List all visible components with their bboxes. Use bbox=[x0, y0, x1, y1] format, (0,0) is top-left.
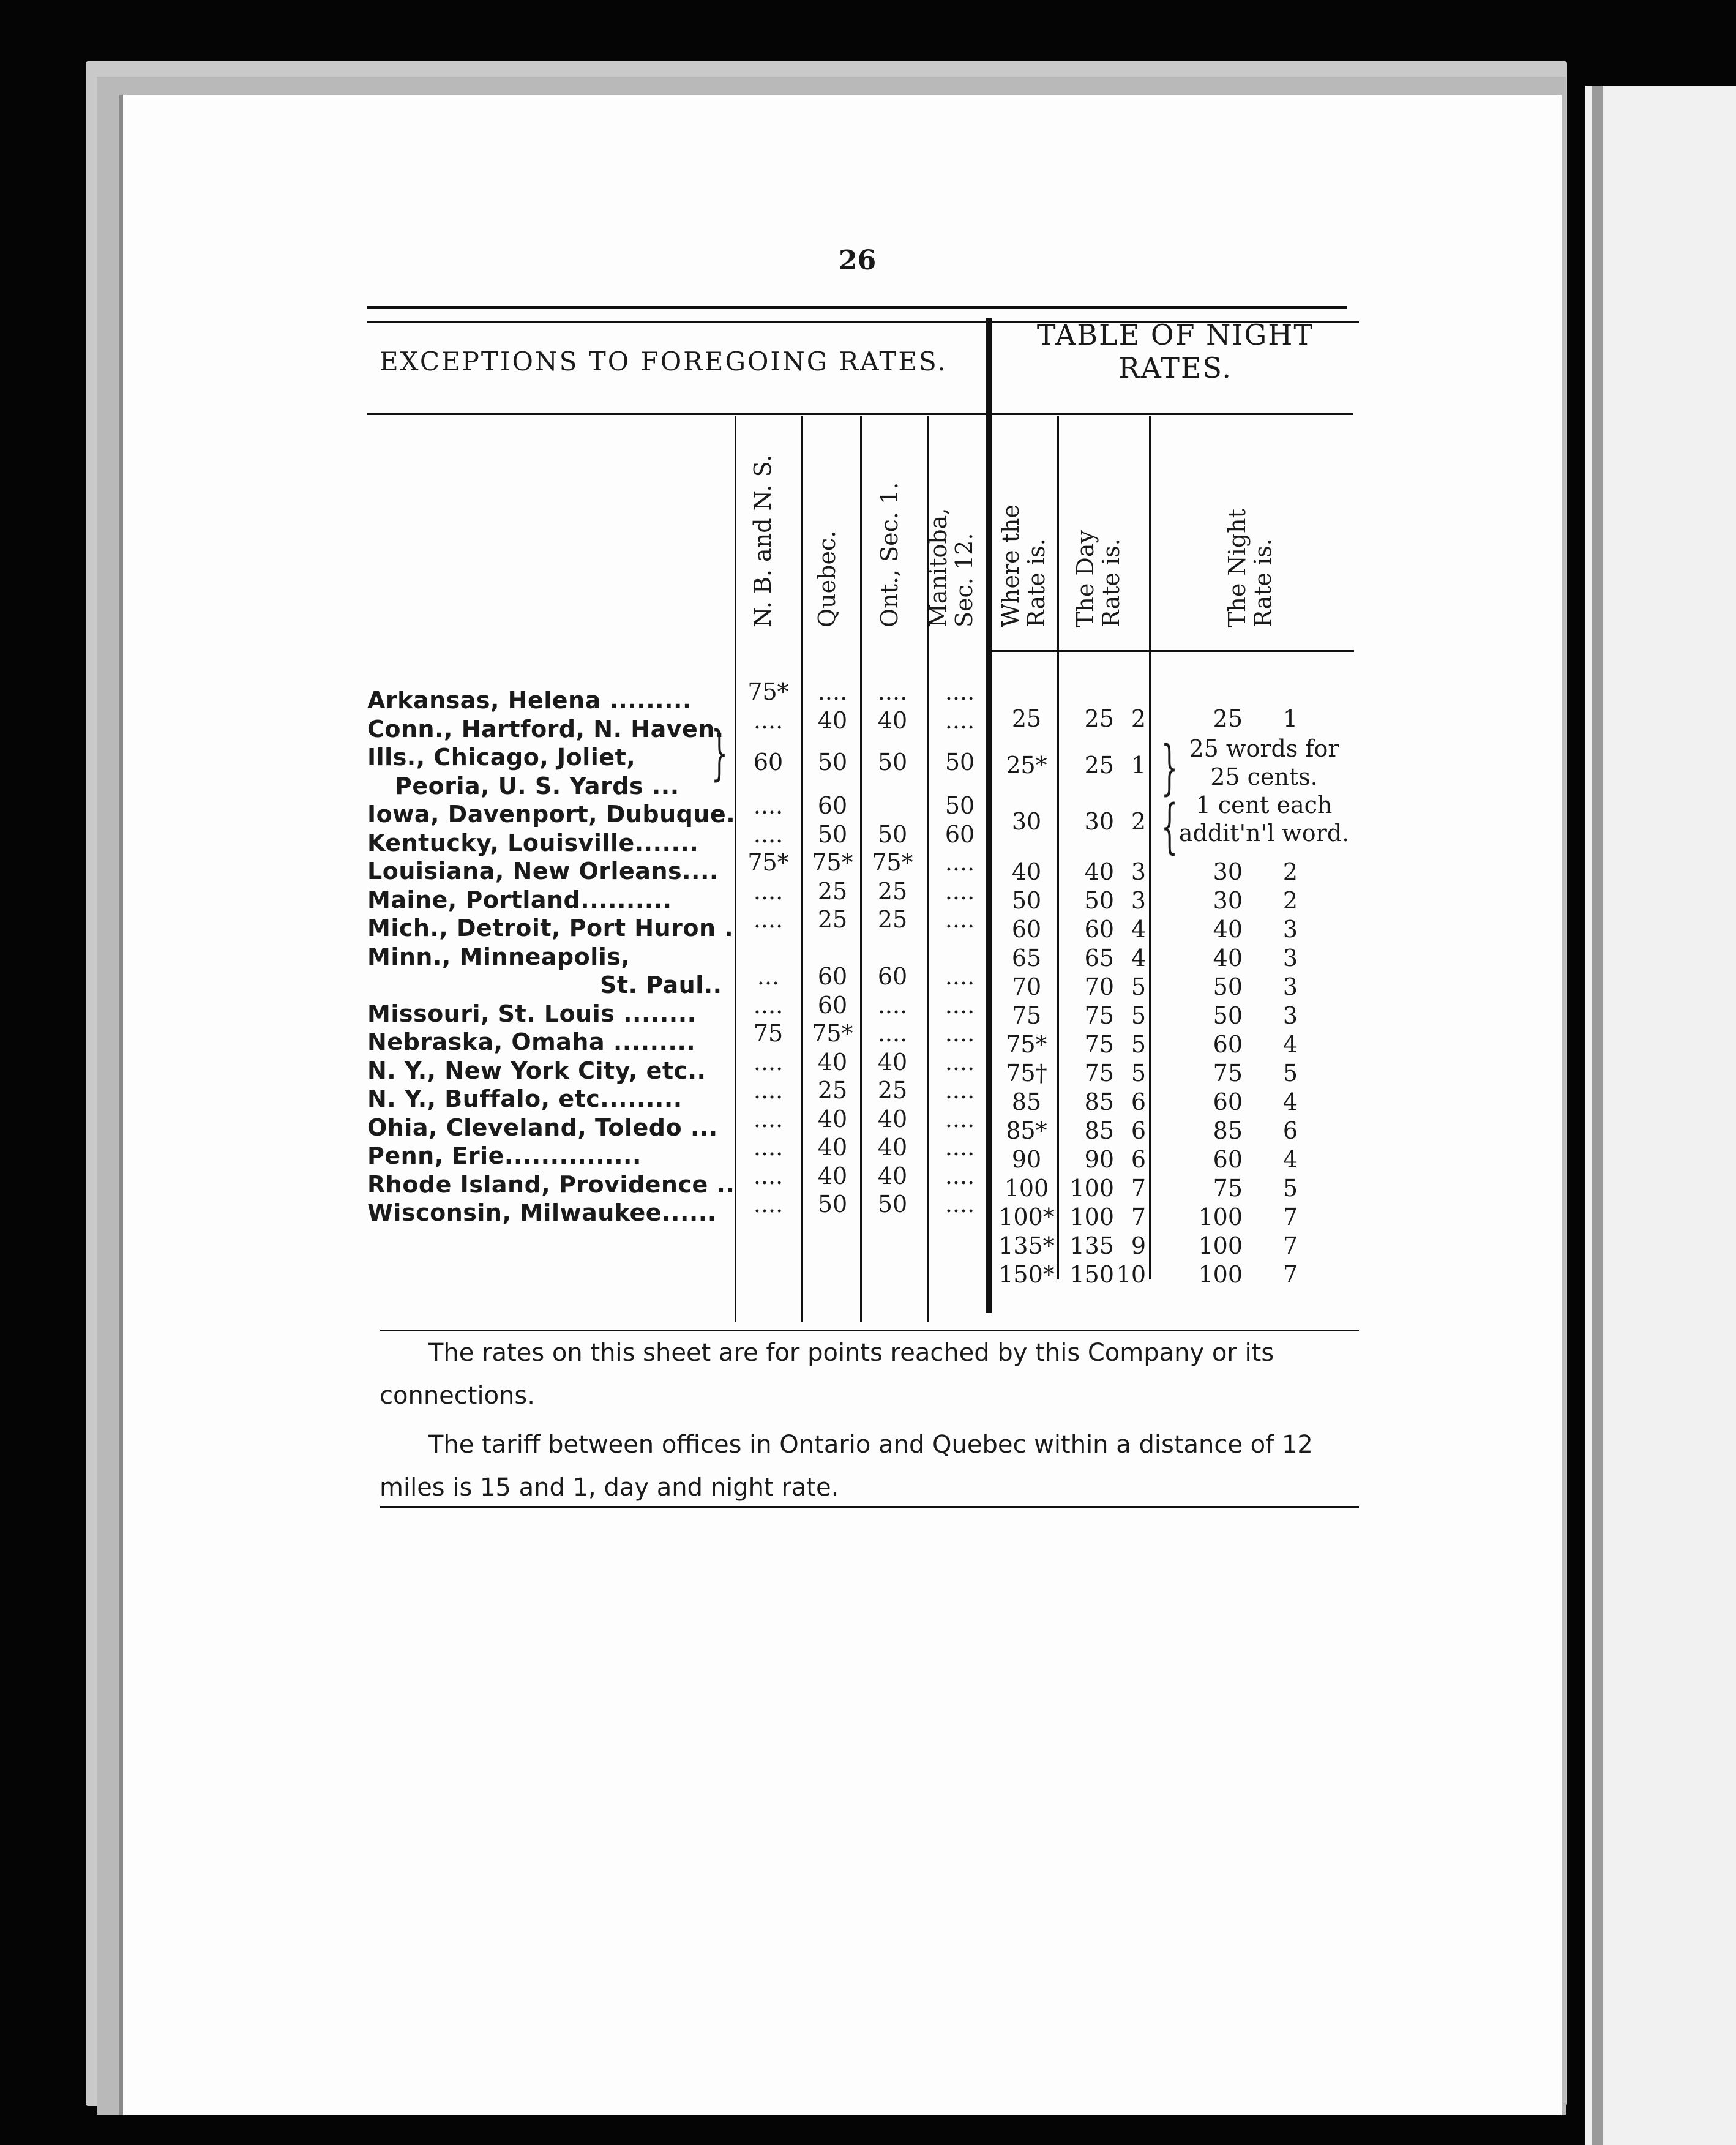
place-name: Missouri, St. Louis ........ bbox=[367, 1000, 697, 1027]
night-rate-cell: 60 bbox=[1213, 1031, 1243, 1058]
night-rate-cell: 75 bbox=[1213, 1175, 1243, 1202]
exception-nb-cell: ... bbox=[757, 963, 780, 990]
exception-ont-cell: .... bbox=[877, 991, 908, 1019]
day-rate-cell: 75 bbox=[1084, 1060, 1114, 1087]
exception-ont-cell: 40 bbox=[877, 1105, 908, 1132]
where-rate-cell: 25 bbox=[1011, 705, 1042, 732]
header-night bbox=[1224, 419, 1276, 627]
day-extra-cell: 4 bbox=[1131, 945, 1146, 971]
night-rate-cell: 100 bbox=[1198, 1232, 1243, 1259]
exception-qc-cell: 25 bbox=[817, 1077, 848, 1104]
day-extra-cell: 10 bbox=[1116, 1261, 1146, 1288]
night-extra-cell: 3 bbox=[1282, 916, 1298, 943]
day-rate-cell: 85 bbox=[1084, 1088, 1114, 1115]
facing-page bbox=[1585, 86, 1736, 2145]
exception-nb-cell: .... bbox=[753, 906, 784, 933]
top-rule bbox=[367, 306, 1347, 309]
where-rate-cell: 75* bbox=[1006, 1031, 1047, 1058]
header-night-b: Rate is. bbox=[1249, 538, 1276, 627]
exception-man-cell: 50 bbox=[945, 792, 975, 819]
exception-qc-cell: 25 bbox=[817, 877, 848, 905]
exception-nb-cell: .... bbox=[753, 820, 784, 848]
exception-ont-cell: 40 bbox=[877, 1162, 908, 1189]
exception-ont-cell: 75* bbox=[872, 849, 913, 876]
night-extra-cell: 5 bbox=[1282, 1175, 1298, 1202]
exception-nb-cell: .... bbox=[753, 1134, 784, 1161]
night-rate-cell: 60 bbox=[1213, 1088, 1243, 1115]
night-extra-cell: 3 bbox=[1282, 1002, 1298, 1029]
day-rate-cell: 70 bbox=[1084, 973, 1114, 1000]
where-rate-cell: 70 bbox=[1011, 973, 1042, 1000]
place-name: Penn, Erie............... bbox=[367, 1142, 642, 1169]
exception-man-cell: .... bbox=[945, 1077, 975, 1104]
place-name: N. Y., New York City, etc.. bbox=[367, 1057, 706, 1084]
page-number: 26 bbox=[839, 245, 877, 276]
place-name: Mich., Detroit, Port Huron . bbox=[367, 915, 734, 941]
place-name: Kentucky, Louisville....... bbox=[367, 829, 699, 856]
exception-nb-cell: .... bbox=[753, 1191, 784, 1218]
day-extra-cell: 5 bbox=[1131, 1002, 1146, 1029]
title-rule bbox=[367, 413, 1353, 415]
place-name: Conn., Hartford, N. Haven. bbox=[367, 715, 724, 743]
exception-nb-cell: .... bbox=[753, 1105, 784, 1132]
day-rate-cell: 50 bbox=[1084, 887, 1114, 914]
header-where bbox=[998, 419, 1049, 627]
exception-man-cell: .... bbox=[945, 1020, 975, 1047]
where-rate-cell: 135* bbox=[998, 1232, 1055, 1259]
place-name: Nebraska, Omaha ......... bbox=[367, 1028, 696, 1055]
place-name: Wisconsin, Milwaukee...... bbox=[367, 1199, 717, 1226]
exception-qc-cell: 50 bbox=[817, 749, 848, 776]
where-rate-cell: 25* bbox=[1006, 752, 1047, 779]
day-rate-cell: 25 bbox=[1084, 752, 1114, 779]
day-extra-cell: 4 bbox=[1131, 916, 1146, 943]
exception-qc-cell: 40 bbox=[817, 706, 848, 734]
exception-nb-cell: .... bbox=[753, 991, 784, 1019]
day-rate-cell: 90 bbox=[1084, 1146, 1114, 1173]
exception-ont-cell: 25 bbox=[877, 906, 908, 933]
night-rate-cell: 75 bbox=[1213, 1060, 1243, 1087]
exception-nb-cell: 60 bbox=[753, 749, 784, 776]
night-rate-cell: 60 bbox=[1213, 1146, 1243, 1173]
exception-nb-cell: .... bbox=[753, 1077, 784, 1104]
header-night-a: The Night bbox=[1224, 509, 1251, 627]
day-rate-cell: 100 bbox=[1069, 1175, 1114, 1202]
header-quebec: Quebec. bbox=[814, 530, 840, 627]
exception-qc-cell: 40 bbox=[817, 1162, 848, 1189]
night-extra-cell: 5 bbox=[1282, 1060, 1298, 1087]
exception-qc-cell: 60 bbox=[817, 991, 848, 1019]
exception-man-cell: .... bbox=[945, 1191, 975, 1218]
where-rate-cell: 90 bbox=[1011, 1146, 1042, 1173]
exception-qc-cell: 60 bbox=[817, 792, 848, 819]
note-brace-lower: { bbox=[1161, 792, 1178, 861]
facing-page-edge bbox=[1592, 86, 1603, 2145]
exception-qc-cell: 50 bbox=[817, 820, 848, 848]
day-extra-cell: 5 bbox=[1131, 973, 1146, 1000]
night-extra-cell: 4 bbox=[1282, 1088, 1298, 1115]
day-extra-cell: 2 bbox=[1131, 705, 1146, 732]
day-rate-cell: 135 bbox=[1069, 1232, 1114, 1259]
exception-qc-cell: 25 bbox=[817, 906, 848, 933]
night-extra-cell: 3 bbox=[1282, 945, 1298, 971]
place-name: Peoria, U. S. Yards ... bbox=[395, 772, 679, 799]
header-manitoba-b: Sec. 12. bbox=[951, 533, 978, 627]
night-extra-cell: 4 bbox=[1282, 1146, 1298, 1173]
header-manitoba-a: Manitoba, bbox=[925, 507, 952, 627]
exception-qc-cell: .... bbox=[817, 678, 848, 705]
day-extra-cell: 6 bbox=[1131, 1146, 1146, 1173]
exception-man-cell: .... bbox=[945, 1048, 975, 1076]
exception-man-cell: .... bbox=[945, 963, 975, 990]
exception-man-cell: .... bbox=[945, 1162, 975, 1189]
exception-ont-cell: 40 bbox=[877, 1048, 908, 1076]
footer-paragraph-2: The tariff between offices in Ontario and Quebec within a distance of 12 miles is 15 and 1, day and night rate. bbox=[380, 1431, 1313, 1502]
where-rate-cell: 100* bbox=[998, 1204, 1055, 1230]
night-note-line3: 1 cent each bbox=[1195, 792, 1333, 818]
place-name: Iowa, Davenport, Dubuque. bbox=[367, 801, 736, 828]
header-rule bbox=[989, 650, 1354, 652]
exception-ont-cell: .... bbox=[877, 1020, 908, 1047]
exception-man-cell: .... bbox=[945, 1105, 975, 1132]
footer-bottom-rule bbox=[380, 1506, 1359, 1508]
night-note-line1: 25 words for bbox=[1189, 735, 1339, 762]
day-extra-cell: 5 bbox=[1131, 1031, 1146, 1058]
place-name: Minn., Minneapolis, bbox=[367, 943, 630, 970]
exception-qc-cell: 40 bbox=[817, 1048, 848, 1076]
day-extra-cell: 6 bbox=[1131, 1117, 1146, 1144]
exception-ont-cell: 50 bbox=[877, 749, 908, 776]
where-rate-cell: 50 bbox=[1011, 887, 1042, 914]
header-where-b: Rate is. bbox=[1023, 538, 1050, 627]
where-rate-cell: 85* bbox=[1006, 1117, 1047, 1144]
day-extra-cell: 3 bbox=[1131, 887, 1146, 914]
exception-ont-cell: .... bbox=[877, 678, 908, 705]
exception-nb-cell: 75* bbox=[747, 678, 789, 705]
exception-ont-cell: 50 bbox=[877, 820, 908, 848]
night-extra-cell: 7 bbox=[1282, 1232, 1298, 1259]
exception-qc-cell: 75* bbox=[812, 849, 853, 876]
day-rate-cell: 60 bbox=[1084, 916, 1114, 943]
day-extra-cell: 2 bbox=[1131, 808, 1146, 835]
day-extra-cell: 9 bbox=[1131, 1232, 1146, 1259]
place-name: Louisiana, New Orleans.... bbox=[367, 858, 719, 885]
note-brace-upper: } bbox=[1161, 733, 1178, 802]
exception-ont-cell: 25 bbox=[877, 1077, 908, 1104]
exception-man-cell: .... bbox=[945, 877, 975, 905]
where-rate-cell: 40 bbox=[1011, 858, 1042, 885]
day-extra-cell: 5 bbox=[1131, 1060, 1146, 1087]
exception-qc-cell: 75* bbox=[812, 1020, 853, 1047]
exception-nb-cell: .... bbox=[753, 792, 784, 819]
where-rate-cell: 75† bbox=[1006, 1060, 1047, 1087]
night-rates-title bbox=[1004, 318, 1347, 384]
night-rate-cell: 85 bbox=[1213, 1117, 1243, 1144]
exceptions-title: EXCEPTIONS TO FOREGOING RATES. bbox=[380, 346, 948, 376]
exception-ont-cell: 25 bbox=[877, 877, 908, 905]
header-day-a: The Day bbox=[1072, 530, 1099, 627]
place-name: Ills., Chicago, Joliet, bbox=[367, 744, 636, 771]
where-rate-cell: 100 bbox=[1004, 1175, 1049, 1202]
day-rate-cell: 25 bbox=[1084, 705, 1114, 732]
exception-man-cell: 50 bbox=[945, 749, 975, 776]
exception-man-cell: .... bbox=[945, 706, 975, 734]
header-day-b: Rate is. bbox=[1098, 538, 1124, 627]
exception-nb-cell: .... bbox=[753, 1048, 784, 1076]
day-rate-cell: 150 bbox=[1069, 1261, 1114, 1288]
col-line-6 bbox=[1149, 416, 1151, 1279]
night-extra-cell: 7 bbox=[1282, 1204, 1298, 1230]
day-extra-cell: 6 bbox=[1131, 1088, 1146, 1115]
day-rate-cell: 100 bbox=[1069, 1204, 1114, 1230]
exception-ont-cell: 40 bbox=[877, 1134, 908, 1161]
exception-nb-cell: 75 bbox=[753, 1020, 784, 1047]
night-rate-cell: 40 bbox=[1213, 916, 1243, 943]
night-extra-cell: 6 bbox=[1282, 1117, 1298, 1144]
where-rate-cell: 60 bbox=[1011, 916, 1042, 943]
night-extra-cell: 2 bbox=[1282, 887, 1298, 914]
night-rate-cell: 40 bbox=[1213, 945, 1243, 971]
day-rate-cell: 75 bbox=[1084, 1002, 1114, 1029]
exception-nb-cell: .... bbox=[753, 706, 784, 734]
exception-ont-cell: 50 bbox=[877, 1191, 908, 1218]
ills-brace: } bbox=[711, 719, 728, 787]
exception-qc-cell: 50 bbox=[817, 1191, 848, 1218]
day-rate-cell: 30 bbox=[1084, 808, 1114, 835]
exception-qc-cell: 40 bbox=[817, 1134, 848, 1161]
place-name: Rhode Island, Providence .. bbox=[367, 1170, 735, 1198]
exception-man-cell: .... bbox=[945, 1134, 975, 1161]
day-rate-cell: 40 bbox=[1084, 858, 1114, 885]
exception-nb-cell: 75* bbox=[747, 849, 789, 876]
day-rate-cell: 75 bbox=[1084, 1031, 1114, 1058]
night-note-line2: 25 cents. bbox=[1210, 763, 1318, 790]
header-ont: Ont., Sec. 1. bbox=[876, 482, 903, 627]
day-extra-cell: 3 bbox=[1131, 858, 1146, 885]
night-extra-cell: 4 bbox=[1282, 1031, 1298, 1058]
night-extra-cell: 7 bbox=[1282, 1261, 1298, 1288]
night-title-line2: RATES. bbox=[1118, 351, 1233, 384]
exception-man-cell: .... bbox=[945, 678, 975, 705]
exception-nb-cell: .... bbox=[753, 877, 784, 905]
exception-man-cell: .... bbox=[945, 849, 975, 876]
exception-nb-cell: .... bbox=[753, 1162, 784, 1189]
place-name: N. Y., Buffalo, etc......... bbox=[367, 1085, 683, 1112]
night-rate-cell: 100 bbox=[1198, 1204, 1243, 1230]
night-note-line4: addit'n'l word. bbox=[1178, 820, 1350, 847]
day-rate-cell: 65 bbox=[1084, 945, 1114, 971]
exception-ont-cell: 60 bbox=[877, 963, 908, 990]
where-rate-cell: 65 bbox=[1011, 945, 1042, 971]
day-extra-cell: 1 bbox=[1131, 752, 1146, 779]
exception-man-cell: .... bbox=[945, 991, 975, 1019]
exception-man-cell: 60 bbox=[945, 820, 975, 848]
night-rate-cell: 50 bbox=[1213, 1002, 1243, 1029]
header-where-a: Where the bbox=[997, 504, 1024, 627]
place-name: Arkansas, Helena ......... bbox=[367, 687, 692, 714]
footer-paragraph-1: The rates on this sheet are for points reached by this Company or its connections. bbox=[380, 1339, 1274, 1410]
night-rate-cell: 100 bbox=[1198, 1261, 1243, 1288]
header-nb-ns: N. B. and N. S. bbox=[749, 454, 776, 627]
where-rate-cell: 75 bbox=[1011, 1002, 1042, 1029]
night-rate-cell: 50 bbox=[1213, 973, 1243, 1000]
place-name: Ohia, Cleveland, Toledo ... bbox=[367, 1114, 718, 1141]
exception-man-cell: .... bbox=[945, 906, 975, 933]
night-note bbox=[1172, 735, 1356, 847]
where-rate-cell: 150* bbox=[998, 1261, 1055, 1288]
night-extra-cell: 3 bbox=[1282, 973, 1298, 1000]
where-rate-cell: 30 bbox=[1011, 808, 1042, 835]
exception-ont-cell: 40 bbox=[877, 706, 908, 734]
day-rate-cell: 85 bbox=[1084, 1117, 1114, 1144]
night-rate-cell: 25 bbox=[1213, 705, 1243, 732]
day-extra-cell: 7 bbox=[1131, 1204, 1146, 1230]
night-extra-cell: 1 bbox=[1282, 705, 1298, 732]
footer-notes bbox=[380, 1331, 1365, 1509]
header-manitoba bbox=[926, 432, 977, 627]
place-name: St. Paul.. bbox=[600, 971, 722, 998]
day-extra-cell: 7 bbox=[1131, 1175, 1146, 1202]
night-rate-cell: 30 bbox=[1213, 858, 1243, 885]
night-title-line1: TABLE OF NIGHT bbox=[1036, 318, 1314, 351]
where-rate-cell: 85 bbox=[1011, 1088, 1042, 1115]
place-name: Maine, Portland.......... bbox=[367, 886, 672, 913]
header-day bbox=[1072, 419, 1124, 627]
night-extra-cell: 2 bbox=[1282, 858, 1298, 885]
exception-qc-cell: 60 bbox=[817, 963, 848, 990]
exception-qc-cell: 40 bbox=[817, 1105, 848, 1132]
night-rate-cell: 30 bbox=[1213, 887, 1243, 914]
